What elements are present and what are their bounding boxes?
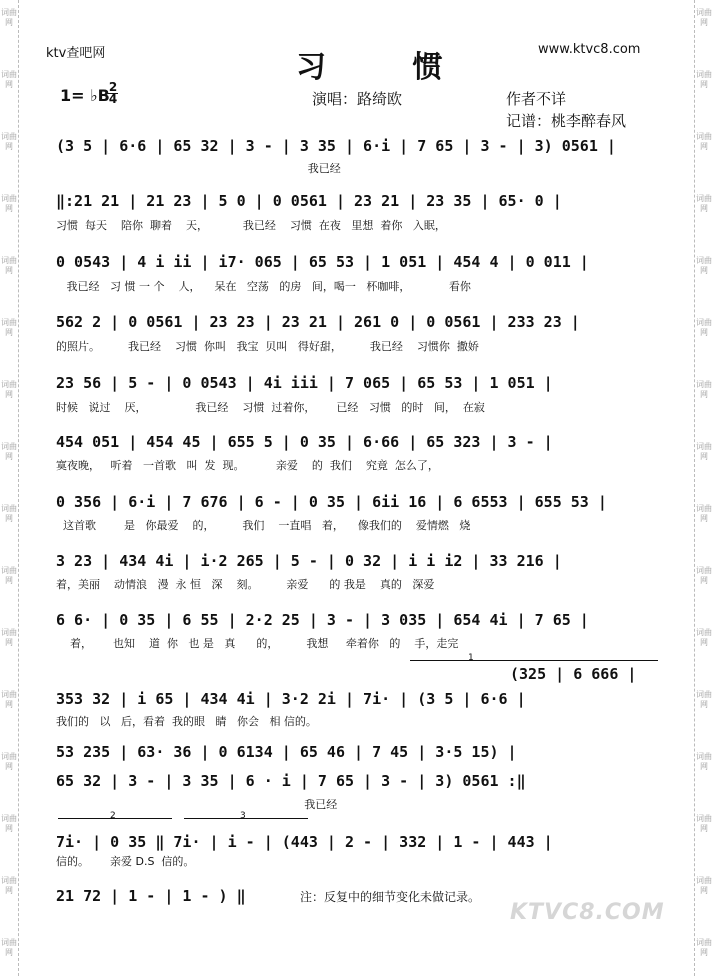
side-watermark: 词曲网 xyxy=(696,70,712,89)
side-watermark: 词曲网 xyxy=(1,814,17,833)
volta-number-1: 1 xyxy=(468,653,474,663)
side-watermark: 词曲网 xyxy=(1,132,17,151)
side-watermark: 词曲网 xyxy=(1,380,17,399)
side-watermark: 词曲网 xyxy=(696,504,712,523)
notation-line: 65 32 | 3 - | 3 35 | 6 · i | 7 65 | 3 - | 3) 0561 :‖ xyxy=(56,772,526,790)
notation-line: 0 0543 | 4 i ii | i7· 065 | 65 53 | 1 051 | 454 4 | 0 011 | xyxy=(56,253,589,271)
side-watermark: 词曲网 xyxy=(696,690,712,709)
key-signature: 1= ♭B xyxy=(60,86,110,105)
lyric-line: 时候 说过 厌， 我已经 习惯 过着你， 已经 习惯 的时 间， 在寂 xyxy=(56,401,485,414)
site-logo-watermark: KTVC8.COM xyxy=(510,900,665,925)
side-watermark: 词曲网 xyxy=(1,504,17,523)
side-watermark: 词曲网 xyxy=(696,256,712,275)
lyric-line: 信的。 亲爱 D.S 信的。 xyxy=(56,855,195,868)
lyric-line: 这首歌 是 你最爱 的， 我们 一直唱 着， 像我们的 爱情燃 烧 xyxy=(56,519,471,532)
notation-line: (325 | 6 666 | xyxy=(510,665,637,683)
side-watermark: 词曲网 xyxy=(1,442,17,461)
lyric-line: 的照片。 我已经 习惯 你叫 我宝 贝叫 得好甜， 我已经 习惯你 撒娇 xyxy=(56,340,479,353)
side-watermark: 词曲网 xyxy=(696,132,712,151)
lyric-line: 我已经 xyxy=(56,798,338,811)
volta-number-3: 3 xyxy=(240,811,246,821)
song-title: 习 惯 xyxy=(296,50,481,85)
notation-line: 454 051 | 454 45 | 655 5 | 0 35 | 6·66 | 65 323 | 3 - | xyxy=(56,433,553,451)
side-watermark: 词曲网 xyxy=(1,938,17,957)
side-watermark: 词曲网 xyxy=(696,752,712,771)
notation-line: 6 6· | 0 35 | 6 55 | 2·2 25 | 3 - | 3 035 | 654 4i | 7 65 | xyxy=(56,611,589,629)
notation-line: (3 5 | 6·6 | 65 32 | 3 - | 3 35 | 6·i | 7 65 | 3 - | 3) 0561 | xyxy=(56,137,616,155)
lyric-line: 着， 也知 道 你 也 是 真 的， 我想 牵着你 的 手，走完 xyxy=(56,637,459,650)
side-watermark: 词曲网 xyxy=(696,628,712,647)
notation-line: 562 2 | 0 0561 | 23 23 | 23 21 | 261 0 | 0 0561 | 233 23 | xyxy=(56,313,580,331)
side-watermark: 词曲网 xyxy=(1,8,17,27)
side-watermark: 词曲网 xyxy=(696,318,712,337)
side-watermark: 词曲网 xyxy=(1,566,17,585)
volta-bracket-1 xyxy=(410,660,658,661)
notation-line: 0 356 | 6·i | 7 676 | 6 - | 0 35 | 6ii 16 | 6 6553 | 655 53 | xyxy=(56,493,607,511)
side-watermark: 词曲网 xyxy=(696,938,712,957)
side-watermark: 词曲网 xyxy=(696,380,712,399)
notation-line: 3 23 | 434 4i | i·2 265 | 5 - | 0 32 | i i i2 | 33 216 | xyxy=(56,552,562,570)
notation-line: 53 235 | 63· 36 | 0 6134 | 65 46 | 7 45 | 3·5 15) | xyxy=(56,743,517,761)
footnote: 注：反复中的细节变化未做记录。 xyxy=(300,890,481,904)
notation-line: 21 72 | 1 - | 1 - ) ‖ xyxy=(56,887,246,905)
side-watermark: 词曲网 xyxy=(696,194,712,213)
lyric-line: 寞夜晚， 听着 一首歌 叫 发 现。 亲爱 的 我们 究竟 怎么了， xyxy=(56,459,439,472)
site-url-right: www.ktvc8.com xyxy=(538,42,641,57)
side-watermark: 词曲网 xyxy=(1,194,17,213)
lyric-line: 我已经 xyxy=(56,162,341,175)
side-watermark: 词曲网 xyxy=(696,876,712,895)
lyric-line: 着，美丽 动情浪 漫 永 恒 深 刻。 亲爱 的 我是 真的 深爱 xyxy=(56,578,435,591)
meter-bottom: 4 xyxy=(108,92,118,106)
side-watermark: 词曲网 xyxy=(696,8,712,27)
side-watermark: 词曲网 xyxy=(1,752,17,771)
side-watermark: 词曲网 xyxy=(696,814,712,833)
lyric-line: 我们的 以 后，看着 我的眼 睛 你会 相 信的。 xyxy=(56,715,317,728)
singer-credit: 演唱：路绮欧 xyxy=(312,90,403,108)
side-watermark: 词曲网 xyxy=(1,876,17,895)
meter-top: 2 xyxy=(108,80,118,94)
lyric-line: 习惯 每天 陪你 聊着 天， 我已经 习惯 在夜 里想 着你 入眠， xyxy=(56,219,446,232)
notation-line: ‖:21 21 | 21 23 | 5 0 | 0 0561 | 23 21 | 23 35 | 65· 0 | xyxy=(56,192,562,210)
side-watermark: 词曲网 xyxy=(1,256,17,275)
side-watermark: 词曲网 xyxy=(1,690,17,709)
side-watermark: 词曲网 xyxy=(696,442,712,461)
notation-line: 353 32 | i 65 | 434 4i | 3·2 2i | 7i· | (3 5 | 6·6 | xyxy=(56,690,526,708)
time-signature xyxy=(108,82,118,105)
site-name-left: ktv查吧网 xyxy=(46,46,106,61)
side-watermark: 词曲网 xyxy=(1,628,17,647)
volta-number-2: 2 xyxy=(110,811,116,821)
notation-line: 23 56 | 5 - | 0 0543 | 4i iii | 7 065 | 65 53 | 1 051 | xyxy=(56,374,553,392)
volta-bracket-3 xyxy=(184,818,308,819)
transcriber-credit: 记谱：桃李醉春风 xyxy=(506,112,627,130)
side-watermark: 词曲网 xyxy=(1,70,17,89)
side-watermark: 词曲网 xyxy=(1,318,17,337)
lyric-line: 我已经 习 惯 一 个 人， 呆在 空荡 的房 间，喝一 杯咖啡， 看你 xyxy=(56,280,471,293)
notation-line: 7i· | 0 35 ‖ 7i· | i - | (443 | 2 - | 332 | 1 - | 443 | xyxy=(56,833,553,851)
side-watermark: 词曲网 xyxy=(696,566,712,585)
author-credit: 作者不详 xyxy=(506,90,567,108)
